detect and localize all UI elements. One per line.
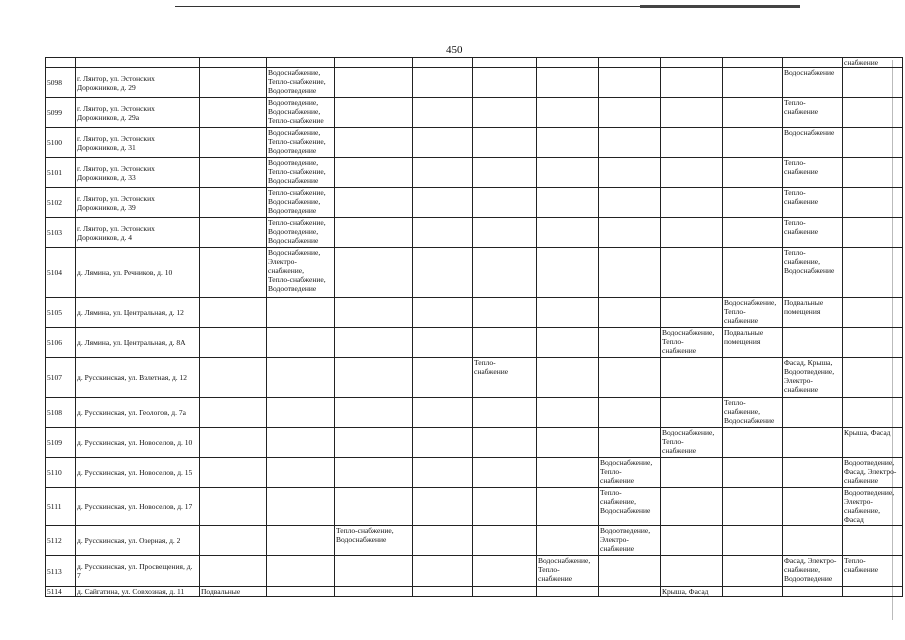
work-type-cell bbox=[843, 398, 903, 428]
work-type-cell: Тепло- снабжение bbox=[783, 188, 843, 218]
header-cell bbox=[335, 58, 413, 68]
row-number: 5102 bbox=[46, 188, 76, 218]
row-number: 5112 bbox=[46, 526, 76, 556]
work-type-cell bbox=[413, 587, 473, 597]
work-type-cell bbox=[723, 488, 783, 526]
work-type-cell bbox=[267, 526, 335, 556]
work-type-cell bbox=[200, 488, 267, 526]
work-type-cell bbox=[413, 128, 473, 158]
work-type-cell bbox=[200, 158, 267, 188]
work-type-cell bbox=[473, 218, 537, 248]
work-type-cell bbox=[599, 358, 661, 398]
table-row bbox=[46, 298, 903, 328]
header-cell bbox=[46, 58, 76, 68]
work-type-cell: Тепло- снабжение, Водоснабжение bbox=[783, 248, 843, 298]
register-table bbox=[45, 57, 903, 597]
table-row bbox=[46, 328, 903, 358]
work-type-cell bbox=[599, 587, 661, 597]
table-row bbox=[46, 398, 903, 428]
work-type-cell bbox=[843, 218, 903, 248]
work-type-cell bbox=[843, 248, 903, 298]
work-type-cell bbox=[473, 398, 537, 428]
work-type-cell bbox=[473, 587, 537, 597]
work-type-cell bbox=[661, 98, 723, 128]
work-type-cell bbox=[200, 526, 267, 556]
work-type-cell: Тепло-снабжение, Водоснабжение, Водоотведение bbox=[267, 188, 335, 218]
header-cell bbox=[783, 58, 843, 68]
work-type-cell bbox=[200, 328, 267, 358]
work-type-cell bbox=[723, 526, 783, 556]
work-type-cell: Фасад, Крыша, Водоотведение, Электро- снабжение bbox=[783, 358, 843, 398]
work-type-cell: Тепло- снабжение bbox=[783, 218, 843, 248]
work-type-cell bbox=[599, 398, 661, 428]
work-type-cell bbox=[599, 248, 661, 298]
work-type-cell bbox=[335, 458, 413, 488]
work-type-cell bbox=[843, 128, 903, 158]
work-type-cell bbox=[537, 488, 599, 526]
header-cell bbox=[473, 58, 537, 68]
work-type-cell bbox=[783, 458, 843, 488]
table-row bbox=[46, 218, 903, 248]
work-type-cell bbox=[200, 218, 267, 248]
work-type-cell bbox=[335, 428, 413, 458]
work-type-cell bbox=[267, 556, 335, 587]
work-type-cell bbox=[599, 556, 661, 587]
table-row bbox=[46, 556, 903, 587]
work-type-cell bbox=[843, 68, 903, 98]
work-type-cell bbox=[200, 398, 267, 428]
work-type-cell bbox=[661, 398, 723, 428]
work-type-cell bbox=[413, 248, 473, 298]
work-type-cell bbox=[783, 428, 843, 458]
row-number: 5105 bbox=[46, 298, 76, 328]
work-type-cell: Водоснабжение, Тепло- снабжение bbox=[661, 428, 723, 458]
header-cell bbox=[267, 58, 335, 68]
work-type-cell: Подвальные bbox=[200, 587, 267, 597]
work-type-cell bbox=[473, 298, 537, 328]
work-type-cell bbox=[843, 358, 903, 398]
work-type-cell bbox=[473, 158, 537, 188]
work-type-cell bbox=[200, 68, 267, 98]
header-cell bbox=[413, 58, 473, 68]
work-type-cell bbox=[335, 587, 413, 597]
work-type-cell bbox=[413, 398, 473, 428]
address-cell: г. Лянтор, ул. Эстонских Дорожников, д. 29 bbox=[76, 68, 200, 98]
work-type-cell bbox=[335, 398, 413, 428]
work-type-cell bbox=[335, 556, 413, 587]
row-number: 5107 bbox=[46, 358, 76, 398]
work-type-cell bbox=[335, 328, 413, 358]
table-row bbox=[46, 526, 903, 556]
work-type-cell bbox=[267, 328, 335, 358]
work-type-cell bbox=[599, 98, 661, 128]
row-number: 5113 bbox=[46, 556, 76, 587]
header-cell bbox=[661, 58, 723, 68]
work-type-cell: Водоснабжение, Тепло-снабжение, Водоотведение bbox=[267, 128, 335, 158]
work-type-cell bbox=[599, 428, 661, 458]
work-type-cell bbox=[473, 488, 537, 526]
address-cell: д. Русскинская, ул. Новоселов, д. 17 bbox=[76, 488, 200, 526]
work-type-cell bbox=[413, 218, 473, 248]
work-type-cell: Фасад, Электро- снабжение, Водоотведение bbox=[783, 556, 843, 587]
work-type-cell: Водоотведение, Электро- снабжение bbox=[599, 526, 661, 556]
table-row bbox=[46, 128, 903, 158]
work-type-cell bbox=[843, 587, 903, 597]
address-cell: д. Русскинская, ул. Новоселов, д. 15 bbox=[76, 458, 200, 488]
work-type-cell bbox=[537, 526, 599, 556]
table-row bbox=[46, 488, 903, 526]
work-type-cell: Тепло- снабжение, Водоснабжение bbox=[723, 398, 783, 428]
page-number: 450 bbox=[446, 44, 463, 56]
work-type-cell: Крыша, Фасад bbox=[661, 587, 723, 597]
address-cell: г. Лянтор, ул. Эстонских Дорожников, д. 29а bbox=[76, 98, 200, 128]
work-type-cell bbox=[537, 98, 599, 128]
work-type-cell bbox=[843, 328, 903, 358]
work-type-cell bbox=[473, 556, 537, 587]
work-type-cell bbox=[335, 128, 413, 158]
work-type-cell bbox=[723, 218, 783, 248]
work-type-cell: Водоснабжение, Тепло- снабжение bbox=[599, 458, 661, 488]
work-type-cell bbox=[661, 556, 723, 587]
work-type-cell bbox=[200, 428, 267, 458]
work-type-cell: Водоотведение, Водоснабжение, Тепло-снабжение bbox=[267, 98, 335, 128]
work-type-cell: Тепло- снабжение bbox=[843, 556, 903, 587]
work-type-cell: Тепло- снабжение bbox=[473, 358, 537, 398]
work-type-cell bbox=[267, 458, 335, 488]
work-type-cell bbox=[413, 328, 473, 358]
work-type-cell: Водоснабжение bbox=[783, 128, 843, 158]
work-type-cell bbox=[783, 587, 843, 597]
address-cell: г. Лянтор, ул. Эстонских Дорожников, д. 31 bbox=[76, 128, 200, 158]
work-type-cell: Водоотведение, Фасад, Электро- снабжение bbox=[843, 458, 903, 488]
work-type-cell bbox=[599, 298, 661, 328]
work-type-cell bbox=[267, 398, 335, 428]
work-type-cell bbox=[661, 526, 723, 556]
work-type-cell bbox=[413, 458, 473, 488]
work-type-cell bbox=[537, 128, 599, 158]
work-type-cell bbox=[661, 158, 723, 188]
work-type-cell bbox=[335, 298, 413, 328]
work-type-cell bbox=[537, 428, 599, 458]
table-row bbox=[46, 68, 903, 98]
table-row bbox=[46, 158, 903, 188]
table-row bbox=[46, 358, 903, 398]
address-cell: д. Сайгатина, ул. Совхозная, д. 11 bbox=[76, 587, 200, 597]
work-type-cell bbox=[537, 328, 599, 358]
work-type-cell bbox=[413, 98, 473, 128]
work-type-cell bbox=[843, 188, 903, 218]
header-continuation-row bbox=[46, 58, 903, 68]
work-type-cell bbox=[661, 458, 723, 488]
work-type-cell bbox=[783, 526, 843, 556]
work-type-cell bbox=[723, 248, 783, 298]
work-type-cell bbox=[335, 218, 413, 248]
work-type-cell bbox=[599, 158, 661, 188]
work-type-cell: Тепло- снабжение bbox=[783, 158, 843, 188]
work-type-cell bbox=[267, 428, 335, 458]
work-type-cell bbox=[267, 587, 335, 597]
address-cell: д. Русскинская, ул. Просвещения, д. 7 bbox=[76, 556, 200, 587]
work-type-cell bbox=[661, 298, 723, 328]
row-number: 5114 bbox=[46, 587, 76, 597]
work-type-cell bbox=[599, 128, 661, 158]
work-type-cell bbox=[599, 218, 661, 248]
work-type-cell bbox=[335, 248, 413, 298]
address-cell: д. Русскинская, ул. Взлетная, д. 12 bbox=[76, 358, 200, 398]
work-type-cell bbox=[335, 488, 413, 526]
work-type-cell bbox=[661, 358, 723, 398]
header-cell bbox=[537, 58, 599, 68]
work-type-cell bbox=[473, 188, 537, 218]
work-type-cell bbox=[661, 488, 723, 526]
work-type-cell bbox=[783, 328, 843, 358]
work-type-cell bbox=[473, 526, 537, 556]
work-type-cell bbox=[413, 526, 473, 556]
table-row bbox=[46, 458, 903, 488]
work-type-cell bbox=[335, 68, 413, 98]
work-type-cell bbox=[200, 358, 267, 398]
work-type-cell bbox=[413, 488, 473, 526]
row-number: 5101 bbox=[46, 158, 76, 188]
work-type-cell bbox=[473, 128, 537, 158]
work-type-cell bbox=[335, 98, 413, 128]
row-number: 5103 bbox=[46, 218, 76, 248]
table-row bbox=[46, 587, 903, 597]
work-type-cell: Водоснабжение, Электро- снабжение, Тепло-снабжение, Водоотведение bbox=[267, 248, 335, 298]
work-type-cell bbox=[537, 248, 599, 298]
row-number: 5106 bbox=[46, 328, 76, 358]
work-type-cell bbox=[599, 68, 661, 98]
work-type-cell bbox=[723, 358, 783, 398]
work-type-cell bbox=[537, 158, 599, 188]
row-number: 5109 bbox=[46, 428, 76, 458]
work-type-cell: Тепло-снабжение, Водоснабжение bbox=[335, 526, 413, 556]
row-number: 5110 bbox=[46, 458, 76, 488]
address-cell: г. Лянтор, ул. Эстонских Дорожников, д. 39 bbox=[76, 188, 200, 218]
work-type-cell bbox=[723, 128, 783, 158]
work-type-cell bbox=[723, 428, 783, 458]
work-type-cell bbox=[335, 188, 413, 218]
work-type-cell bbox=[413, 556, 473, 587]
work-type-cell: Тепло- снабжение, Водоснабжение bbox=[599, 488, 661, 526]
work-type-cell: Подвальные помещения bbox=[723, 328, 783, 358]
work-type-cell bbox=[537, 398, 599, 428]
work-type-cell bbox=[200, 298, 267, 328]
work-type-cell bbox=[661, 188, 723, 218]
row-number: 5111 bbox=[46, 488, 76, 526]
address-cell: д. Русскинская, ул. Геологов, д. 7а bbox=[76, 398, 200, 428]
work-type-cell bbox=[413, 298, 473, 328]
scan-artifact-line bbox=[640, 5, 800, 8]
work-type-cell bbox=[200, 128, 267, 158]
work-type-cell bbox=[723, 587, 783, 597]
work-type-cell: Подвальные помещения bbox=[783, 298, 843, 328]
work-type-cell bbox=[473, 248, 537, 298]
work-type-cell bbox=[537, 458, 599, 488]
work-type-cell: Водоотведение, Тепло-снабжение, Водоснабжение bbox=[267, 158, 335, 188]
work-type-cell bbox=[413, 68, 473, 98]
work-type-cell bbox=[661, 68, 723, 98]
work-type-cell bbox=[843, 526, 903, 556]
work-type-cell: Тепло-снабжение, Водоотведение, Водоснабжение bbox=[267, 218, 335, 248]
work-type-cell: Водоснабжение, Тепло- снабжение bbox=[661, 328, 723, 358]
work-type-cell bbox=[783, 398, 843, 428]
work-type-cell: Тепло- снабжение bbox=[783, 98, 843, 128]
work-type-cell bbox=[843, 98, 903, 128]
work-type-cell bbox=[723, 68, 783, 98]
work-type-cell bbox=[473, 458, 537, 488]
work-type-cell bbox=[723, 158, 783, 188]
table-row bbox=[46, 188, 903, 218]
address-cell: д. Лямина, ул. Центральная, д. 12 bbox=[76, 298, 200, 328]
address-cell: д. Русскинская, ул. Новоселов, д. 10 bbox=[76, 428, 200, 458]
work-type-cell: Водоснабжение, Тепло-снабжение, Водоотведение bbox=[267, 68, 335, 98]
work-type-cell bbox=[413, 188, 473, 218]
work-type-cell bbox=[723, 458, 783, 488]
work-type-cell bbox=[413, 358, 473, 398]
work-type-cell bbox=[473, 98, 537, 128]
work-type-cell bbox=[843, 298, 903, 328]
address-cell: г. Лянтор, ул. Эстонских Дорожников, д. 4 bbox=[76, 218, 200, 248]
work-type-cell bbox=[267, 298, 335, 328]
address-cell: г. Лянтор, ул. Эстонских Дорожников, д. 33 bbox=[76, 158, 200, 188]
work-type-cell: Водоснабжение, Тепло- снабжение bbox=[723, 298, 783, 328]
work-type-cell: Водоснабжение, Тепло- снабжение bbox=[537, 556, 599, 587]
work-type-cell bbox=[537, 358, 599, 398]
row-number: 5108 bbox=[46, 398, 76, 428]
header-cell bbox=[723, 58, 783, 68]
work-type-cell bbox=[661, 248, 723, 298]
work-type-cell bbox=[537, 218, 599, 248]
work-type-cell bbox=[723, 98, 783, 128]
address-cell: д. Лямина, ул. Речников, д. 10 bbox=[76, 248, 200, 298]
work-type-cell bbox=[537, 587, 599, 597]
work-type-cell bbox=[200, 248, 267, 298]
row-number: 5099 bbox=[46, 98, 76, 128]
work-type-cell bbox=[537, 298, 599, 328]
work-type-cell: Водоотведение, Электро- снабжение, Фасад bbox=[843, 488, 903, 526]
work-type-cell bbox=[783, 488, 843, 526]
work-type-cell bbox=[843, 158, 903, 188]
work-type-cell bbox=[599, 188, 661, 218]
work-type-cell bbox=[473, 68, 537, 98]
work-type-cell: Водоснабжение bbox=[783, 68, 843, 98]
header-cell bbox=[200, 58, 267, 68]
work-type-cell: Крыша, Фасад bbox=[843, 428, 903, 458]
table-row bbox=[46, 428, 903, 458]
table-row bbox=[46, 98, 903, 128]
work-type-cell bbox=[537, 188, 599, 218]
address-cell: д. Русскинская, ул. Озерная, д. 2 bbox=[76, 526, 200, 556]
work-type-cell bbox=[200, 188, 267, 218]
work-type-cell bbox=[335, 158, 413, 188]
work-type-cell bbox=[473, 428, 537, 458]
work-type-cell bbox=[267, 358, 335, 398]
work-type-cell bbox=[200, 458, 267, 488]
address-cell: д. Лямина, ул. Центральная, д. 8А bbox=[76, 328, 200, 358]
work-type-cell bbox=[599, 328, 661, 358]
work-type-cell bbox=[723, 556, 783, 587]
work-type-cell bbox=[200, 98, 267, 128]
row-number: 5100 bbox=[46, 128, 76, 158]
work-type-cell bbox=[413, 428, 473, 458]
work-type-cell bbox=[413, 158, 473, 188]
header-cell bbox=[76, 58, 200, 68]
work-type-cell bbox=[723, 188, 783, 218]
row-number: 5104 bbox=[46, 248, 76, 298]
work-type-cell bbox=[335, 358, 413, 398]
work-type-cell bbox=[661, 128, 723, 158]
work-type-cell bbox=[267, 488, 335, 526]
work-type-cell bbox=[200, 556, 267, 587]
header-cell bbox=[599, 58, 661, 68]
header-cell: снабжение bbox=[843, 58, 903, 68]
work-type-cell bbox=[537, 68, 599, 98]
table-row bbox=[46, 248, 903, 298]
row-number: 5098 bbox=[46, 68, 76, 98]
work-type-cell bbox=[473, 328, 537, 358]
work-type-cell bbox=[661, 218, 723, 248]
